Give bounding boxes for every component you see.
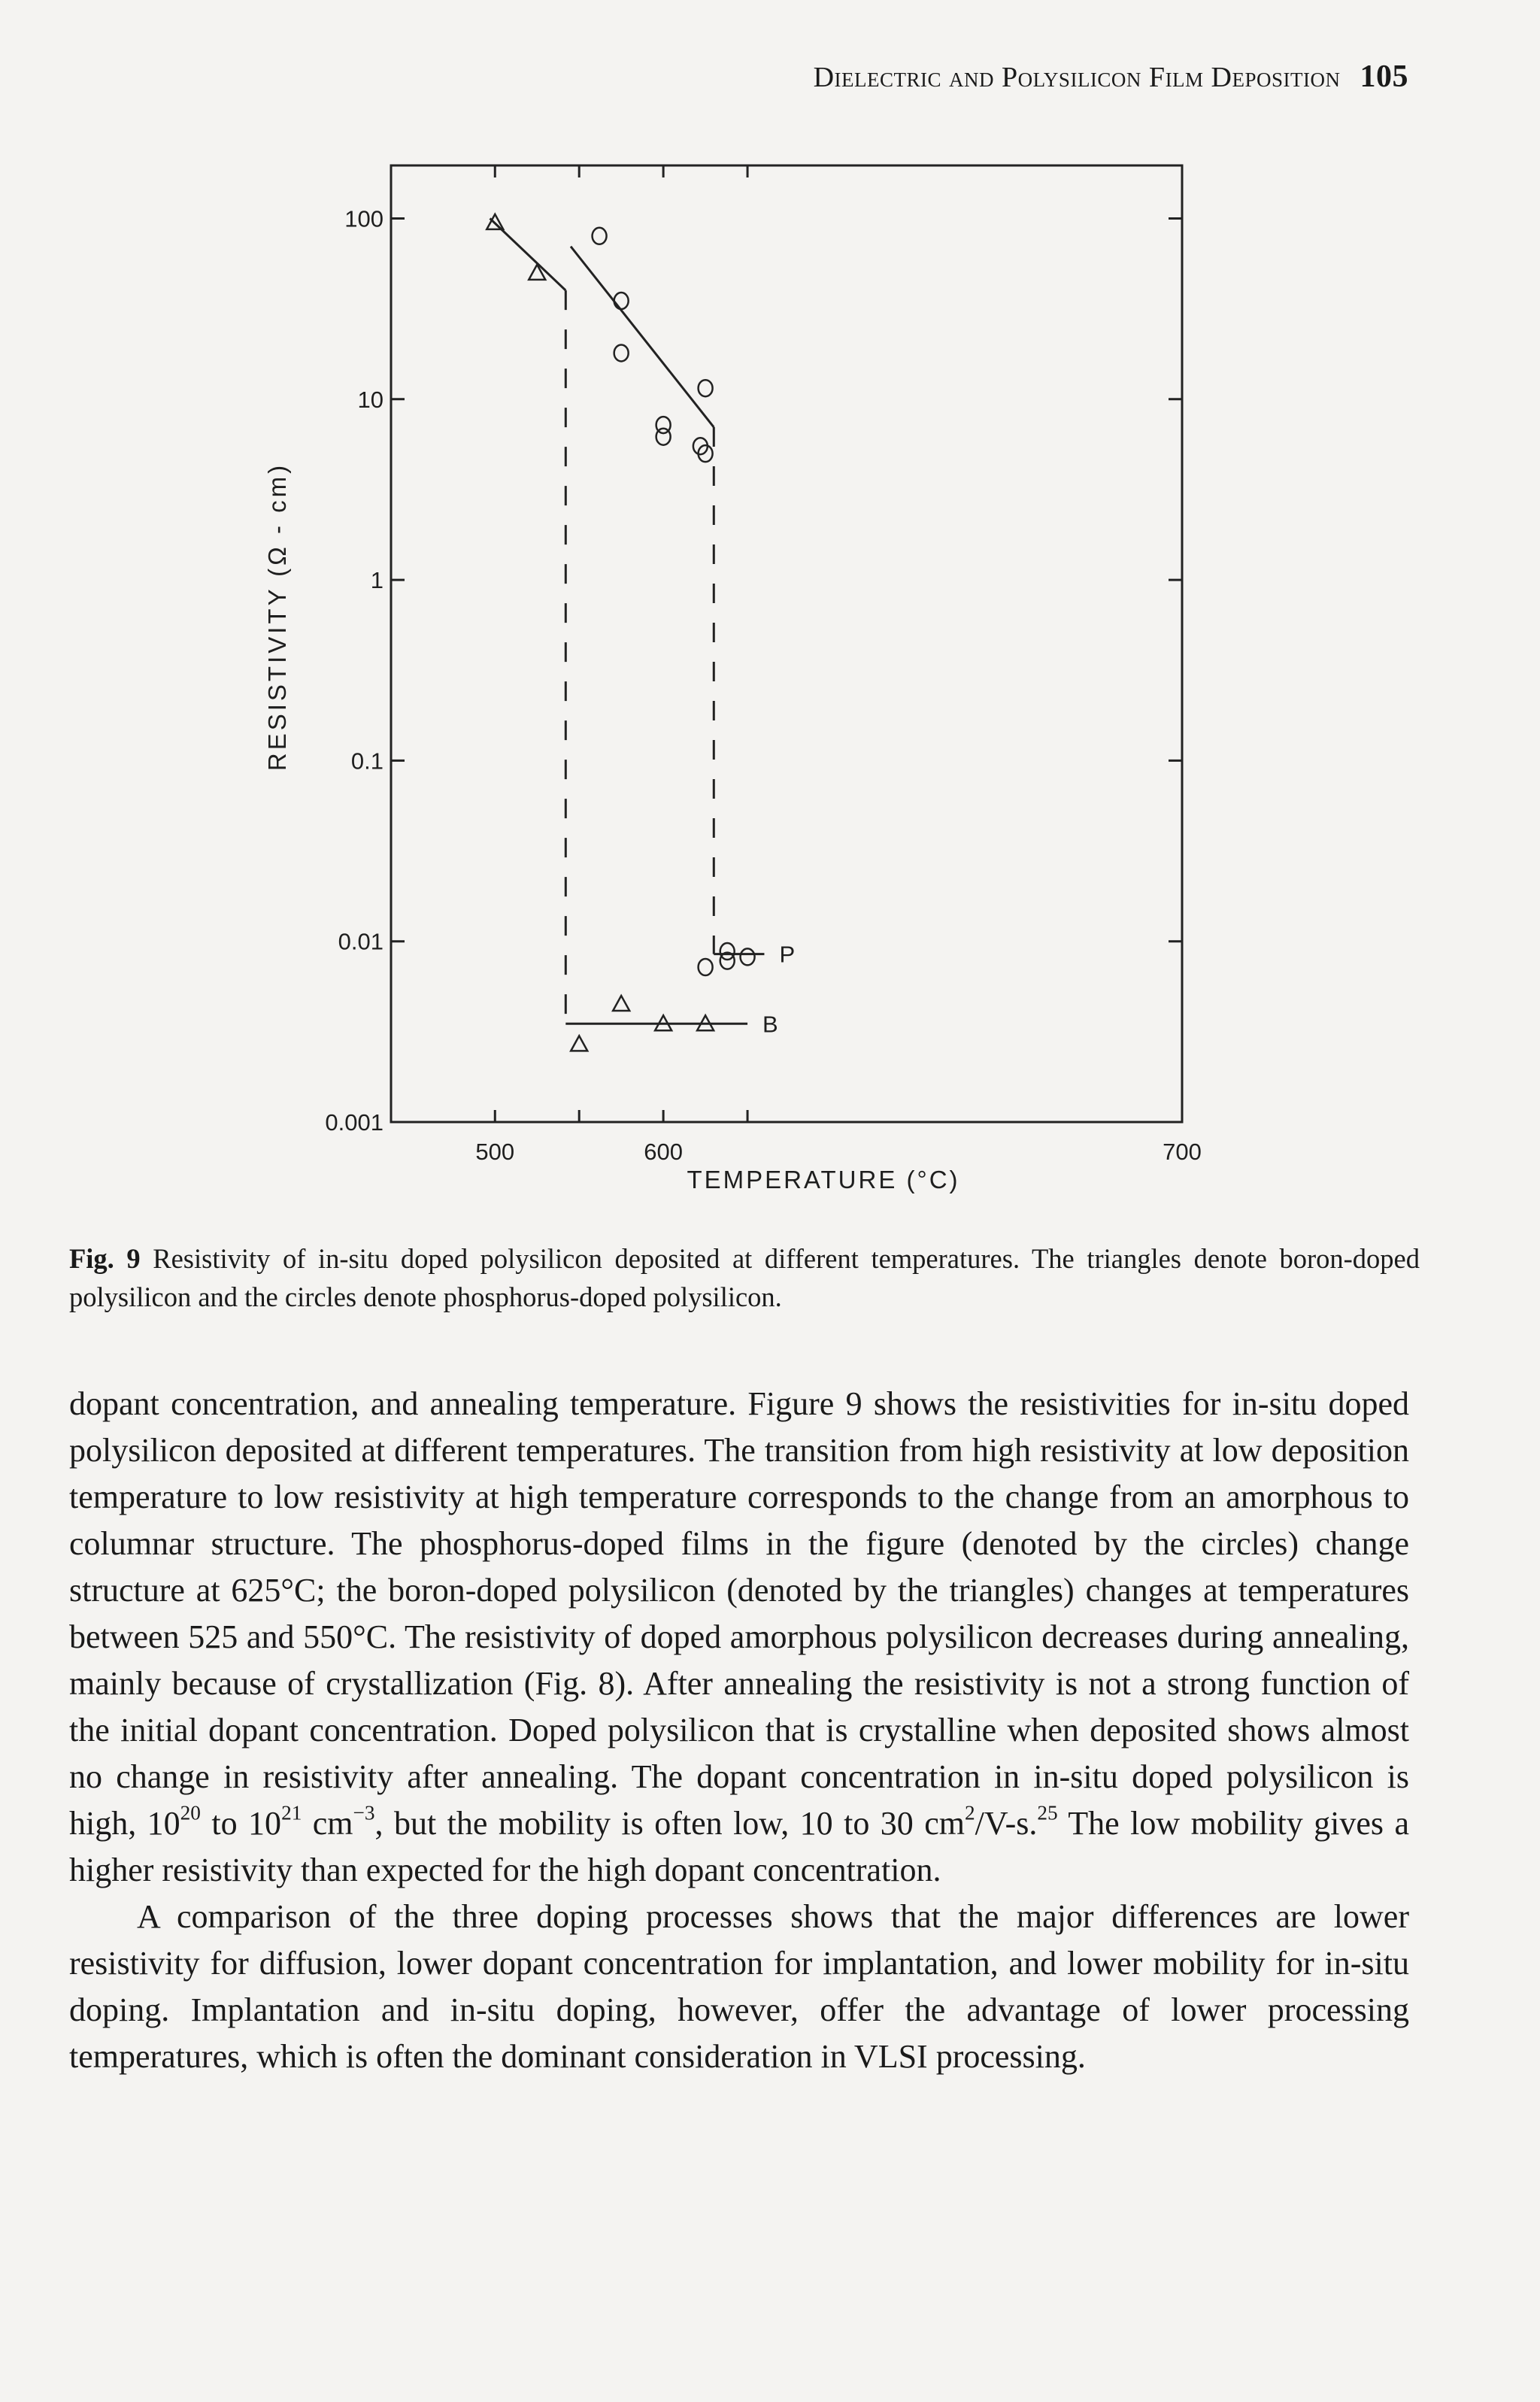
superscript: 20 bbox=[180, 1801, 201, 1824]
y-tick-label: 100 bbox=[344, 205, 383, 232]
paragraph-1 bbox=[69, 1381, 1409, 1894]
series-label: P bbox=[779, 941, 796, 968]
series-fit-line bbox=[571, 247, 714, 427]
circle-marker bbox=[593, 228, 607, 244]
caption-label: Fig. 9 bbox=[69, 1243, 141, 1274]
y-tick-label: 1 bbox=[370, 567, 383, 594]
y-tick-label: 0.01 bbox=[338, 928, 383, 955]
y-axis-label: RESISTIVITY (Ω - cm) bbox=[263, 462, 291, 772]
page-number: 105 bbox=[1360, 59, 1408, 94]
superscript: 2 bbox=[964, 1801, 975, 1824]
circle-marker bbox=[699, 959, 713, 975]
triangle-marker bbox=[571, 1036, 587, 1051]
y-tick-label: 10 bbox=[357, 386, 383, 413]
circle-marker bbox=[656, 429, 671, 445]
triangle-marker bbox=[529, 265, 545, 280]
plot-frame bbox=[391, 165, 1182, 1122]
paragraph-1-text-b: to 10 bbox=[200, 1805, 282, 1842]
x-axis-label: TEMPERATURE (°C) bbox=[687, 1166, 960, 1193]
superscript: 25 bbox=[1037, 1801, 1058, 1824]
resistivity-chart bbox=[248, 147, 1226, 1222]
circle-marker bbox=[614, 344, 629, 361]
y-tick-label: 0.001 bbox=[325, 1109, 383, 1136]
circle-marker bbox=[720, 943, 735, 960]
running-head bbox=[814, 59, 1408, 95]
caption-text: Resistivity of in-situ doped polysilicon deposited at different temperatures. The triangles denote boron-doped polysilicon and the circles denote phosphorus-doped polysilicon. bbox=[69, 1243, 1420, 1312]
circle-marker bbox=[741, 948, 755, 965]
running-head-title: Dielectric and Polysilicon Film Deposition bbox=[813, 62, 1341, 93]
x-tick-label: 600 bbox=[644, 1139, 683, 1165]
circle-marker bbox=[614, 293, 629, 309]
triangle-marker bbox=[613, 996, 629, 1011]
series-label: B bbox=[762, 1011, 778, 1038]
superscript: 21 bbox=[281, 1801, 302, 1824]
superscript: −3 bbox=[353, 1801, 375, 1824]
paragraph-1-text-f: The low mobility gives a higher resistivity than expected for the high dopant concentration. bbox=[69, 1805, 1409, 1888]
paragraph-1-text-d: , but the mobility is often low, 10 to 30 cm bbox=[374, 1805, 965, 1842]
paragraph-1-text-a: dopant concentration, and annealing temperature. Figure 9 shows the resistivities for in-situ doped polysilicon deposited at different temperatures. The transition from high resistivity at low deposition temperature to low resistivity at high temperature corresponds to the change from an amorphous to columnar structure. The phosphorus-doped films in the figure (denoted by the circles) change structure at 625°C; the boron-doped polysilicon (denoted by the triangles) changes at temperatures between 525 and 550°C. The resistivity of doped amorphous polysilicon decreases during annealing, mainly because of crystallization (Fig. 8). After annealing the resistivity is not a strong function of the initial dopant concentration. Doped polysilicon that is crystalline when deposited shows almost no change in resistivity after annealing. The dopant concentration in in-situ doped polysilicon is high, 10 bbox=[69, 1385, 1409, 1842]
circle-marker bbox=[699, 380, 713, 396]
figure-caption bbox=[69, 1239, 1420, 1316]
body-text bbox=[69, 1381, 1409, 2080]
paragraph-1-text-c: cm bbox=[302, 1805, 353, 1842]
x-tick-label: 500 bbox=[475, 1139, 515, 1165]
paragraph-2: A comparison of the three doping processes shows that the major differences are lower resistivity for diffusion, lower dopant concentration for implantation, and lower mobility for in-situ doping. Implantation and in-situ doping, however, offer the advantage of lower processing temperatures, which is often the dominant consideration in VLSI processing. bbox=[69, 1898, 1409, 2075]
x-tick-label: 700 bbox=[1163, 1139, 1202, 1165]
y-tick-label: 0.1 bbox=[350, 748, 383, 775]
paragraph-1-text-e: /V-s. bbox=[975, 1805, 1038, 1842]
